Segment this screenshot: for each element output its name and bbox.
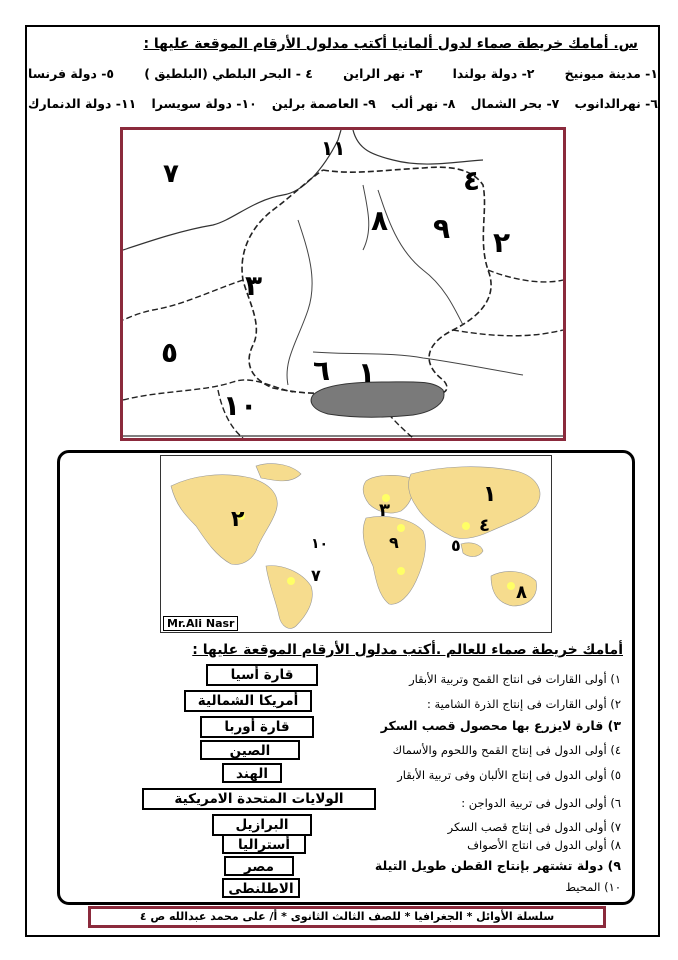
map2-label-9: ٩: [389, 533, 399, 552]
map1-label-9: ٩: [433, 212, 451, 245]
answer-box-6: الولايات المتحدة الامريكية: [142, 788, 376, 810]
map2-label-3: ٣: [379, 500, 390, 521]
answer-box-5: الهند: [222, 763, 282, 783]
map2-label-5: ٥: [451, 536, 461, 555]
answer-box-10: الاطلنطى: [222, 878, 300, 898]
map1-label-1: ١: [358, 356, 376, 389]
world-map-drawing: [161, 456, 551, 632]
germany-map: [120, 127, 566, 441]
answer-box-9: مصر: [224, 856, 294, 876]
map2-label-7: ٧: [311, 566, 321, 585]
answer-box-8: أستراليا: [222, 834, 306, 854]
answer-box-1: قارة أسيا: [206, 664, 318, 686]
question1-row2: [28, 96, 658, 111]
question-item-5: ٥) أولى الدول فى إنتاج الألبان وفى تربية الأبقار: [397, 768, 621, 782]
question-item-1: ١) أولى القارات فى انتاج القمح وتربية الأبقار: [409, 672, 621, 686]
answer-11: ١١- دولة الدنمارك: [28, 96, 137, 111]
map1-label-5: ٥: [161, 336, 179, 369]
answer-4: ٤ - البحر البلطي (البلطيق ): [144, 66, 313, 81]
answer-box-3: قارة أوربا: [200, 716, 314, 738]
question-item-7: ٧) أولى الدول فى إنتاج قصب السكر: [447, 820, 621, 834]
question2-title: أمامك خريطة صماء للعالم .أكتب مدلول الأرقام الموقعة عليها :: [192, 642, 623, 658]
map2-label-8: ٨: [516, 582, 527, 603]
answer-box-2: أمريكا الشمالية: [184, 690, 312, 712]
map2-label-1: ١: [483, 482, 497, 507]
germany-map-drawing: [123, 130, 563, 438]
question-item-3: ٣) قارة لايزرع بها محصول قصب السكر: [380, 718, 621, 733]
question1-row1: [28, 66, 658, 81]
answer-9: ٩- العاصمة برلين: [271, 96, 376, 111]
answer-2: ٢- دولة بولندا: [452, 66, 535, 81]
map1-label-7: ٧: [163, 159, 179, 189]
map1-label-4: ٤: [463, 164, 481, 197]
question-item-4: ٤) أولى الدول فى إنتاج القمح واللحوم والأسماك: [392, 743, 621, 757]
question-item-6: ٦) أولى الدول فى تربية الدواجن :: [461, 796, 621, 810]
question-item-10: ١٠) المحيط: [565, 880, 621, 894]
question-item-8: ٨) أولى الدول فى انتاج الأصواف: [467, 838, 621, 852]
answer-3: ٣- نهر الراين: [343, 66, 423, 81]
map-credit: Mr.Ali Nasr: [163, 616, 238, 631]
answer-box-7: البرازيل: [212, 814, 312, 836]
map1-label-2: ٢: [493, 226, 511, 259]
answer-7: ٧- بحر الشمال: [470, 96, 560, 111]
answer-10: ١٠- دولة سويسرا: [151, 96, 257, 111]
answer-6: ٦- نهرالدانوب: [574, 96, 658, 111]
map2-label-10: ١٠: [311, 536, 329, 552]
map2-label-2: ٢: [231, 507, 245, 532]
map1-label-11: ١١: [321, 136, 346, 160]
map1-label-3: ٣: [245, 269, 263, 302]
question1-title: س. أمامك خريطة صماء لدول ألمانيا أكتب مدلول الأرقام الموقعة عليها :: [143, 36, 638, 52]
question-item-2: ٢) أولى القارات فى إنتاج الذرة الشامية :: [426, 697, 621, 711]
map1-label-8: ٨: [371, 204, 389, 237]
answer-1: ١- مدينة ميونيخ: [564, 66, 658, 81]
map1-label-10: ١٠: [223, 389, 258, 422]
answer-box-4: الصين: [200, 740, 300, 760]
footer: سلسلة الأوائل * الجغرافيا * للصف الثالث الثانوى * أ/ على محمد عبدالله ص ٤: [88, 906, 606, 928]
map1-label-6: ٦: [313, 354, 331, 387]
world-map: [160, 455, 552, 633]
question-item-9: ٩) دولة تشتهر بإنتاج القطن طويل التيلة: [374, 858, 621, 873]
answer-5: ٥- دولة فرنسا: [28, 66, 115, 81]
map2-label-4: ٤: [479, 515, 490, 536]
answer-8: ٨- نهر ألب: [390, 96, 456, 111]
